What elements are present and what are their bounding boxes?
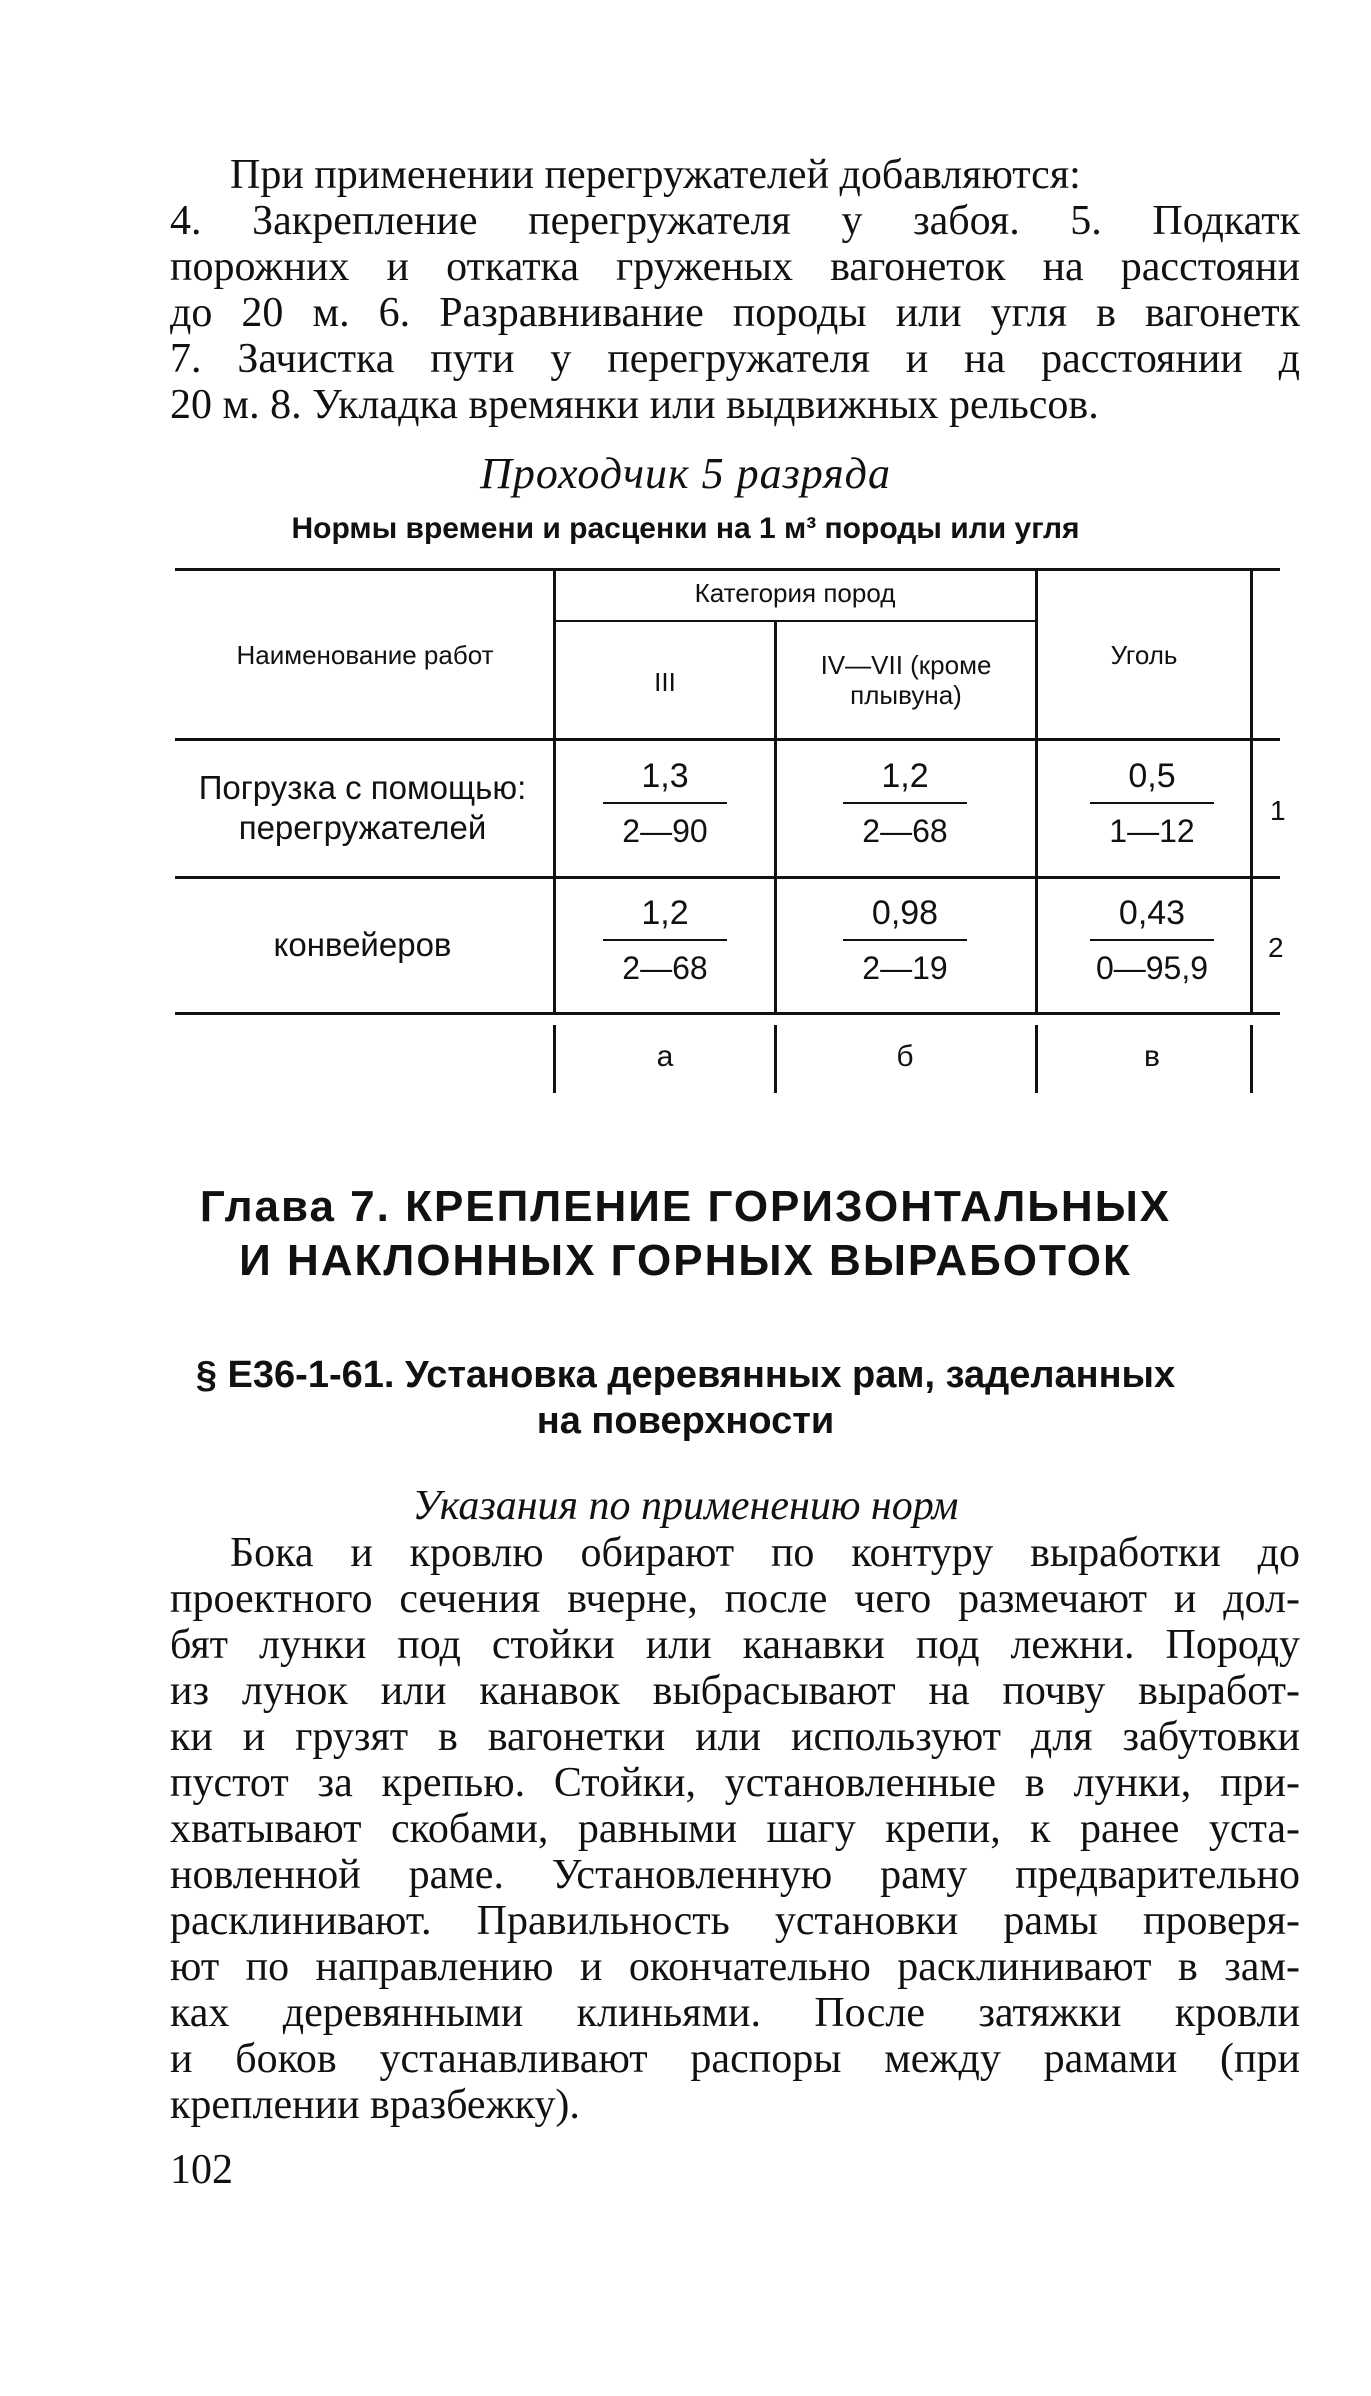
column-rule xyxy=(774,1025,777,1093)
header-work-name: Наименование работ xyxy=(236,640,494,670)
table-bottom-rule xyxy=(175,1012,1280,1015)
intro-line: до 20 м. 6. Разравнивание породы или угля в вагонетк xyxy=(170,290,1300,336)
body-line: ках деревянными клиньями. После затяжки кровли xyxy=(170,1990,1300,2036)
norm-cell xyxy=(585,893,745,987)
section-title xyxy=(0,1352,1371,1444)
row-label-line: перегружателей xyxy=(238,809,487,846)
header-col-iii: III xyxy=(654,667,676,697)
body-line: ки и грузят в вагонетки или используют для забутовки xyxy=(170,1714,1300,1760)
fraction-bar xyxy=(603,802,727,804)
header-bottom-rule xyxy=(175,738,1280,741)
norms-table xyxy=(0,0,1371,1150)
time-norm: 0,5 xyxy=(1128,757,1176,795)
body-line: пустот за крепью. Стойки, установленные в лунки, при- xyxy=(170,1760,1300,1806)
body-line: расклинивают. Правильность установки рамы проверя- xyxy=(170,1898,1300,1944)
column-letter: в xyxy=(1144,1040,1160,1073)
norm-cell xyxy=(825,893,985,987)
header-col-iv-vii-cont: плывуна) xyxy=(850,680,962,710)
chapter-title-line: Глава 7. КРЕПЛЕНИЕ ГОРИЗОНТАЛЬНЫХ xyxy=(199,1182,1172,1231)
chapter-title-line: И НАКЛОННЫХ ГОРНЫХ ВЫРАБОТОК xyxy=(239,1236,1132,1285)
column-rule xyxy=(1250,568,1253,1013)
norm-cell xyxy=(1072,893,1232,987)
column-rule xyxy=(1035,1025,1038,1093)
body-line: хватывают скобами, равными шагу крепи, к ранее уста- xyxy=(170,1806,1300,1852)
table-caption: Нормы времени и расценки на 1 м³ породы или угля xyxy=(291,512,1080,545)
column-rule xyxy=(1035,568,1038,1013)
fraction-bar xyxy=(1090,939,1214,941)
intro-line: 4. Закрепление перегружателя у забоя. 5. Подкатк xyxy=(170,198,1300,244)
header-coal: Уголь xyxy=(1110,640,1178,670)
row-label-line: конвейеров xyxy=(273,926,452,963)
time-norm: 0,98 xyxy=(871,894,939,932)
row-separator xyxy=(175,876,1280,879)
norm-cell xyxy=(825,756,985,850)
row-label xyxy=(170,768,555,848)
row-label-line: Погрузка с помощью: xyxy=(198,769,527,806)
table-top-rule xyxy=(175,568,1280,571)
fraction-bar xyxy=(843,939,967,941)
body-line: новленной раме. Установленную раму предварительно xyxy=(170,1852,1300,1898)
body-line: Бока и кровлю обирают по контуру выработки до xyxy=(230,1530,1300,1576)
row-label xyxy=(170,925,555,965)
price-rate: 1—12 xyxy=(1109,813,1195,849)
chapter-title xyxy=(0,1180,1371,1288)
column-letter: а xyxy=(656,1040,674,1073)
time-norm: 0,43 xyxy=(1118,894,1186,932)
section-title-line: § Е36-1-61. Установка деревянных рам, заделанных xyxy=(195,1354,1176,1396)
instructions-paragraph xyxy=(170,1530,1300,2128)
time-norm: 1,3 xyxy=(641,757,689,795)
page-number: 102 xyxy=(170,2147,233,2193)
column-rule xyxy=(553,1025,556,1093)
header-col-iv-vii: IV—VII (кроме xyxy=(820,650,992,680)
price-rate: 2—68 xyxy=(862,813,948,849)
intro-line: 7. Зачистка пути у перегружателя и на расстоянии д xyxy=(170,336,1300,382)
body-line: бят лунки под стойки или канавки под лежни. Породу xyxy=(170,1622,1300,1668)
header-rock-category: Категория пород xyxy=(694,578,896,608)
row-number: 2 xyxy=(1268,932,1284,963)
intro-line: порожних и откатка груженых вагонеток на расстояни xyxy=(170,244,1300,290)
row-number: 1 xyxy=(1270,795,1286,826)
intro-line: 20 м. 8. Укладка времянки или выдвижных рельсов. xyxy=(170,382,1099,428)
fraction-bar xyxy=(603,939,727,941)
intro-line: При применении перегружателей добавляются: xyxy=(230,152,1081,198)
group-header-rule xyxy=(555,620,1035,622)
fraction-bar xyxy=(843,802,967,804)
price-rate: 2—19 xyxy=(862,950,948,986)
body-line: ют по направлению и окончательно расклинивают в зам- xyxy=(170,1944,1300,1990)
fraction-bar xyxy=(1090,802,1214,804)
norm-cell xyxy=(1072,756,1232,850)
body-line: креплении вразбежку). xyxy=(170,2082,580,2128)
norm-cell xyxy=(585,756,745,850)
instructions-heading: Указания по применению норм xyxy=(412,1483,959,1529)
column-letter: б xyxy=(896,1040,914,1073)
time-norm: 1,2 xyxy=(641,894,689,932)
worker-grade: Проходчик 5 разряда xyxy=(480,449,891,498)
price-rate: 0—95,9 xyxy=(1095,950,1209,986)
price-rate: 2—90 xyxy=(622,813,708,849)
time-norm: 1,2 xyxy=(881,757,929,795)
section-title-line: на поверхности xyxy=(536,1400,835,1442)
column-rule xyxy=(1250,1025,1253,1093)
price-rate: 2—68 xyxy=(622,950,708,986)
body-line: из лунок или канавок выбрасывают на почву выработ- xyxy=(170,1668,1300,1714)
body-line: проектного сечения вчерне, после чего размечают и дол- xyxy=(170,1576,1300,1622)
body-line: и боков устанавливают распоры между рамами (при xyxy=(170,2036,1300,2082)
